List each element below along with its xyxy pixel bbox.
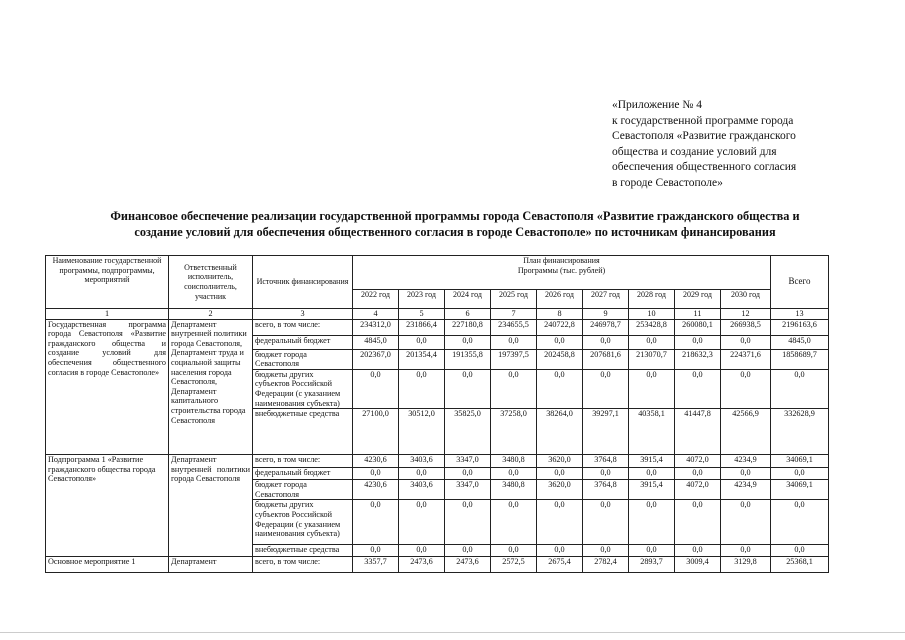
value-cell: 0,0 bbox=[537, 468, 583, 480]
value-cell: 3403,6 bbox=[399, 480, 445, 500]
value-cell: 202458,8 bbox=[537, 349, 583, 369]
measure-executor: Департамент bbox=[169, 557, 253, 573]
value-cell: 0,0 bbox=[445, 369, 491, 408]
value-cell: 207681,6 bbox=[583, 349, 629, 369]
value-cell: 40358,1 bbox=[629, 409, 675, 455]
value-cell: 0,0 bbox=[445, 500, 491, 545]
year-header: 2027 год bbox=[583, 290, 629, 309]
column-number: 11 bbox=[675, 309, 721, 320]
value-cell: 0,0 bbox=[583, 545, 629, 557]
value-cell: 0,0 bbox=[675, 545, 721, 557]
value-cell: 3620,0 bbox=[537, 480, 583, 500]
financing-table bbox=[45, 255, 829, 573]
column-number: 9 bbox=[583, 309, 629, 320]
value-cell: 0,0 bbox=[399, 500, 445, 545]
appendix-line: к государственной программе города bbox=[612, 114, 794, 127]
appendix-line: общества и создание условий для bbox=[612, 145, 777, 158]
value-cell: 240722,8 bbox=[537, 319, 583, 335]
value-cell: 0,0 bbox=[537, 369, 583, 408]
total-cell: 34069,1 bbox=[771, 455, 829, 468]
document-title bbox=[40, 208, 870, 240]
program-executor: Департамент внутренней политики города Севастополя, Департамент труда и социальной защиты населения города Севастополя, Департамент капитального строительства города Севастополя bbox=[169, 319, 253, 455]
subprogram-executor: Департамент внутренней политики города Севастополя bbox=[169, 455, 253, 557]
value-cell: 0,0 bbox=[537, 545, 583, 557]
value-cell: 0,0 bbox=[399, 545, 445, 557]
value-cell: 4845,0 bbox=[353, 335, 399, 349]
appendix-line: обеспечения общественного согласия bbox=[612, 161, 797, 173]
value-cell: 3347,0 bbox=[445, 480, 491, 500]
value-cell: 35825,0 bbox=[445, 409, 491, 455]
value-cell: 260080,1 bbox=[675, 319, 721, 335]
value-cell: 2675,4 bbox=[537, 557, 583, 573]
value-cell: 0,0 bbox=[445, 545, 491, 557]
subprogram-block bbox=[46, 455, 829, 557]
table-row bbox=[46, 455, 829, 468]
column-number: 10 bbox=[629, 309, 675, 320]
value-cell: 2893,7 bbox=[629, 557, 675, 573]
source-cell: бюджеты других субъектов Российской Федерации (с указанием наименования субъекта) bbox=[253, 369, 353, 408]
document-title-line-2: создание условий для обеспечения общественного согласия в городе Севастополе» по источникам финансирования bbox=[134, 225, 776, 239]
value-cell: 3764,8 bbox=[583, 480, 629, 500]
value-cell: 4230,6 bbox=[353, 455, 399, 468]
value-cell: 4072,0 bbox=[675, 480, 721, 500]
value-cell: 0,0 bbox=[629, 545, 675, 557]
value-cell: 0,0 bbox=[583, 369, 629, 408]
value-cell: 0,0 bbox=[491, 545, 537, 557]
value-cell: 227180,8 bbox=[445, 319, 491, 335]
value-cell: 0,0 bbox=[399, 335, 445, 349]
value-cell: 0,0 bbox=[491, 468, 537, 480]
program-block bbox=[46, 319, 829, 455]
column-number: 3 bbox=[253, 309, 353, 320]
header-name: Наименование государственной программы, подпрограммы, мероприятий bbox=[46, 256, 169, 309]
table-row bbox=[46, 557, 829, 573]
appendix-line: в городе Севастополе» bbox=[612, 176, 723, 189]
value-cell: 218632,3 bbox=[675, 349, 721, 369]
value-cell: 0,0 bbox=[583, 468, 629, 480]
value-cell: 253428,8 bbox=[629, 319, 675, 335]
value-cell: 4234,9 bbox=[721, 480, 771, 500]
total-cell: 25368,1 bbox=[771, 557, 829, 573]
source-cell: всего, в том числе: bbox=[253, 319, 353, 335]
value-cell: 0,0 bbox=[353, 500, 399, 545]
table-row bbox=[46, 319, 829, 335]
header-source: Источник финансирования bbox=[253, 256, 353, 309]
source-cell: всего, в том числе: bbox=[253, 557, 353, 573]
value-cell: 41447,8 bbox=[675, 409, 721, 455]
value-cell: 27100,0 bbox=[353, 409, 399, 455]
value-cell: 0,0 bbox=[629, 369, 675, 408]
appendix-note bbox=[612, 98, 882, 191]
value-cell: 0,0 bbox=[491, 500, 537, 545]
value-cell: 0,0 bbox=[721, 545, 771, 557]
source-cell: бюджеты других субъектов Российской Федерации (с указанием наименования субъекта) bbox=[253, 500, 353, 545]
source-cell: бюджет города Севастополя bbox=[253, 349, 353, 369]
total-cell: 0,0 bbox=[771, 369, 829, 408]
value-cell: 0,0 bbox=[353, 468, 399, 480]
total-cell: 0,0 bbox=[771, 500, 829, 545]
value-cell: 197397,5 bbox=[491, 349, 537, 369]
value-cell: 2782,4 bbox=[583, 557, 629, 573]
year-header: 2024 год bbox=[445, 290, 491, 309]
total-cell: 0,0 bbox=[771, 468, 829, 480]
value-cell: 3347,0 bbox=[445, 455, 491, 468]
value-cell: 42566,9 bbox=[721, 409, 771, 455]
year-header: 2030 год bbox=[721, 290, 771, 309]
year-header: 2025 год bbox=[491, 290, 537, 309]
value-cell: 0,0 bbox=[445, 335, 491, 349]
value-cell: 234312,0 bbox=[353, 319, 399, 335]
header-total: Всего bbox=[771, 256, 829, 309]
header-plan: План финансирования Программы (тыс. рублей) bbox=[353, 256, 771, 290]
column-number: 7 bbox=[491, 309, 537, 320]
total-cell: 2196163,6 bbox=[771, 319, 829, 335]
value-cell: 3620,0 bbox=[537, 455, 583, 468]
year-header: 2028 год bbox=[629, 290, 675, 309]
value-cell: 2473,6 bbox=[399, 557, 445, 573]
value-cell: 201354,4 bbox=[399, 349, 445, 369]
value-cell: 2572,5 bbox=[491, 557, 537, 573]
value-cell: 0,0 bbox=[721, 500, 771, 545]
value-cell: 0,0 bbox=[445, 468, 491, 480]
year-header: 2029 год bbox=[675, 290, 721, 309]
source-cell: федеральный бюджет bbox=[253, 335, 353, 349]
subprogram-name: Подпрограмма 1 «Развитие гражданского общества города Севастополя» bbox=[46, 455, 169, 557]
appendix-line: «Приложение № 4 bbox=[612, 99, 702, 111]
value-cell: 0,0 bbox=[399, 468, 445, 480]
document-title-line-1: Финансовое обеспечение реализации государственной программы города Севастополя «Развитие гражданского общества и bbox=[110, 209, 800, 223]
measure-name: Основное мероприятие 1 bbox=[46, 557, 169, 573]
value-cell: 4230,6 bbox=[353, 480, 399, 500]
appendix-line: Севастополя «Развитие гражданского bbox=[612, 130, 796, 142]
header-executor: Ответственный исполнитель, соисполнитель, участник bbox=[169, 256, 253, 309]
value-cell: 266938,5 bbox=[721, 319, 771, 335]
value-cell: 0,0 bbox=[721, 335, 771, 349]
column-number: 1 bbox=[46, 309, 169, 320]
value-cell: 213070,7 bbox=[629, 349, 675, 369]
year-header: 2022 год bbox=[353, 290, 399, 309]
value-cell: 0,0 bbox=[721, 369, 771, 408]
value-cell: 0,0 bbox=[629, 500, 675, 545]
value-cell: 0,0 bbox=[629, 468, 675, 480]
total-cell: 1858689,7 bbox=[771, 349, 829, 369]
measure-block bbox=[46, 557, 829, 573]
value-cell: 0,0 bbox=[491, 369, 537, 408]
value-cell: 4234,9 bbox=[721, 455, 771, 468]
value-cell: 231866,4 bbox=[399, 319, 445, 335]
source-cell: внебюджетные средства bbox=[253, 545, 353, 557]
value-cell: 30512,0 bbox=[399, 409, 445, 455]
source-cell: бюджет города Севастополя bbox=[253, 480, 353, 500]
value-cell: 202367,0 bbox=[353, 349, 399, 369]
value-cell: 0,0 bbox=[675, 468, 721, 480]
column-number: 5 bbox=[399, 309, 445, 320]
value-cell: 3357,7 bbox=[353, 557, 399, 573]
column-number: 4 bbox=[353, 309, 399, 320]
value-cell: 0,0 bbox=[675, 369, 721, 408]
value-cell: 0,0 bbox=[353, 369, 399, 408]
page-edge-divider bbox=[0, 632, 905, 633]
value-cell: 0,0 bbox=[629, 335, 675, 349]
value-cell: 0,0 bbox=[583, 500, 629, 545]
value-cell: 0,0 bbox=[353, 545, 399, 557]
source-cell: внебюджетные средства bbox=[253, 409, 353, 455]
column-number: 13 bbox=[771, 309, 829, 320]
value-cell: 3915,4 bbox=[629, 455, 675, 468]
year-header: 2026 год bbox=[537, 290, 583, 309]
value-cell: 0,0 bbox=[399, 369, 445, 408]
value-cell: 3009,4 bbox=[675, 557, 721, 573]
total-cell: 4845,0 bbox=[771, 335, 829, 349]
value-cell: 0,0 bbox=[537, 500, 583, 545]
value-cell: 224371,6 bbox=[721, 349, 771, 369]
value-cell: 38264,0 bbox=[537, 409, 583, 455]
column-number: 6 bbox=[445, 309, 491, 320]
value-cell: 234655,5 bbox=[491, 319, 537, 335]
value-cell: 3129,8 bbox=[721, 557, 771, 573]
value-cell: 246978,7 bbox=[583, 319, 629, 335]
total-cell: 34069,1 bbox=[771, 480, 829, 500]
column-number: 2 bbox=[169, 309, 253, 320]
value-cell: 0,0 bbox=[583, 335, 629, 349]
year-header: 2023 год bbox=[399, 290, 445, 309]
value-cell: 3764,8 bbox=[583, 455, 629, 468]
value-cell: 37258,0 bbox=[491, 409, 537, 455]
source-cell: федеральный бюджет bbox=[253, 468, 353, 480]
source-cell: всего, в том числе: bbox=[253, 455, 353, 468]
value-cell: 3480,8 bbox=[491, 480, 537, 500]
value-cell: 3915,4 bbox=[629, 480, 675, 500]
value-cell: 0,0 bbox=[675, 500, 721, 545]
value-cell: 3480,8 bbox=[491, 455, 537, 468]
value-cell: 191355,8 bbox=[445, 349, 491, 369]
column-number: 8 bbox=[537, 309, 583, 320]
value-cell: 0,0 bbox=[675, 335, 721, 349]
total-cell: 0,0 bbox=[771, 545, 829, 557]
value-cell: 2473,6 bbox=[445, 557, 491, 573]
value-cell: 0,0 bbox=[721, 468, 771, 480]
column-number: 12 bbox=[721, 309, 771, 320]
value-cell: 39297,1 bbox=[583, 409, 629, 455]
program-name: Государственная программа города Севастополя «Развитие гражданского общества и создание условий для обеспечения общественного согласия в городе Севастополе» bbox=[46, 319, 169, 455]
value-cell: 0,0 bbox=[491, 335, 537, 349]
value-cell: 0,0 bbox=[537, 335, 583, 349]
value-cell: 3403,6 bbox=[399, 455, 445, 468]
total-cell: 332628,9 bbox=[771, 409, 829, 455]
value-cell: 4072,0 bbox=[675, 455, 721, 468]
